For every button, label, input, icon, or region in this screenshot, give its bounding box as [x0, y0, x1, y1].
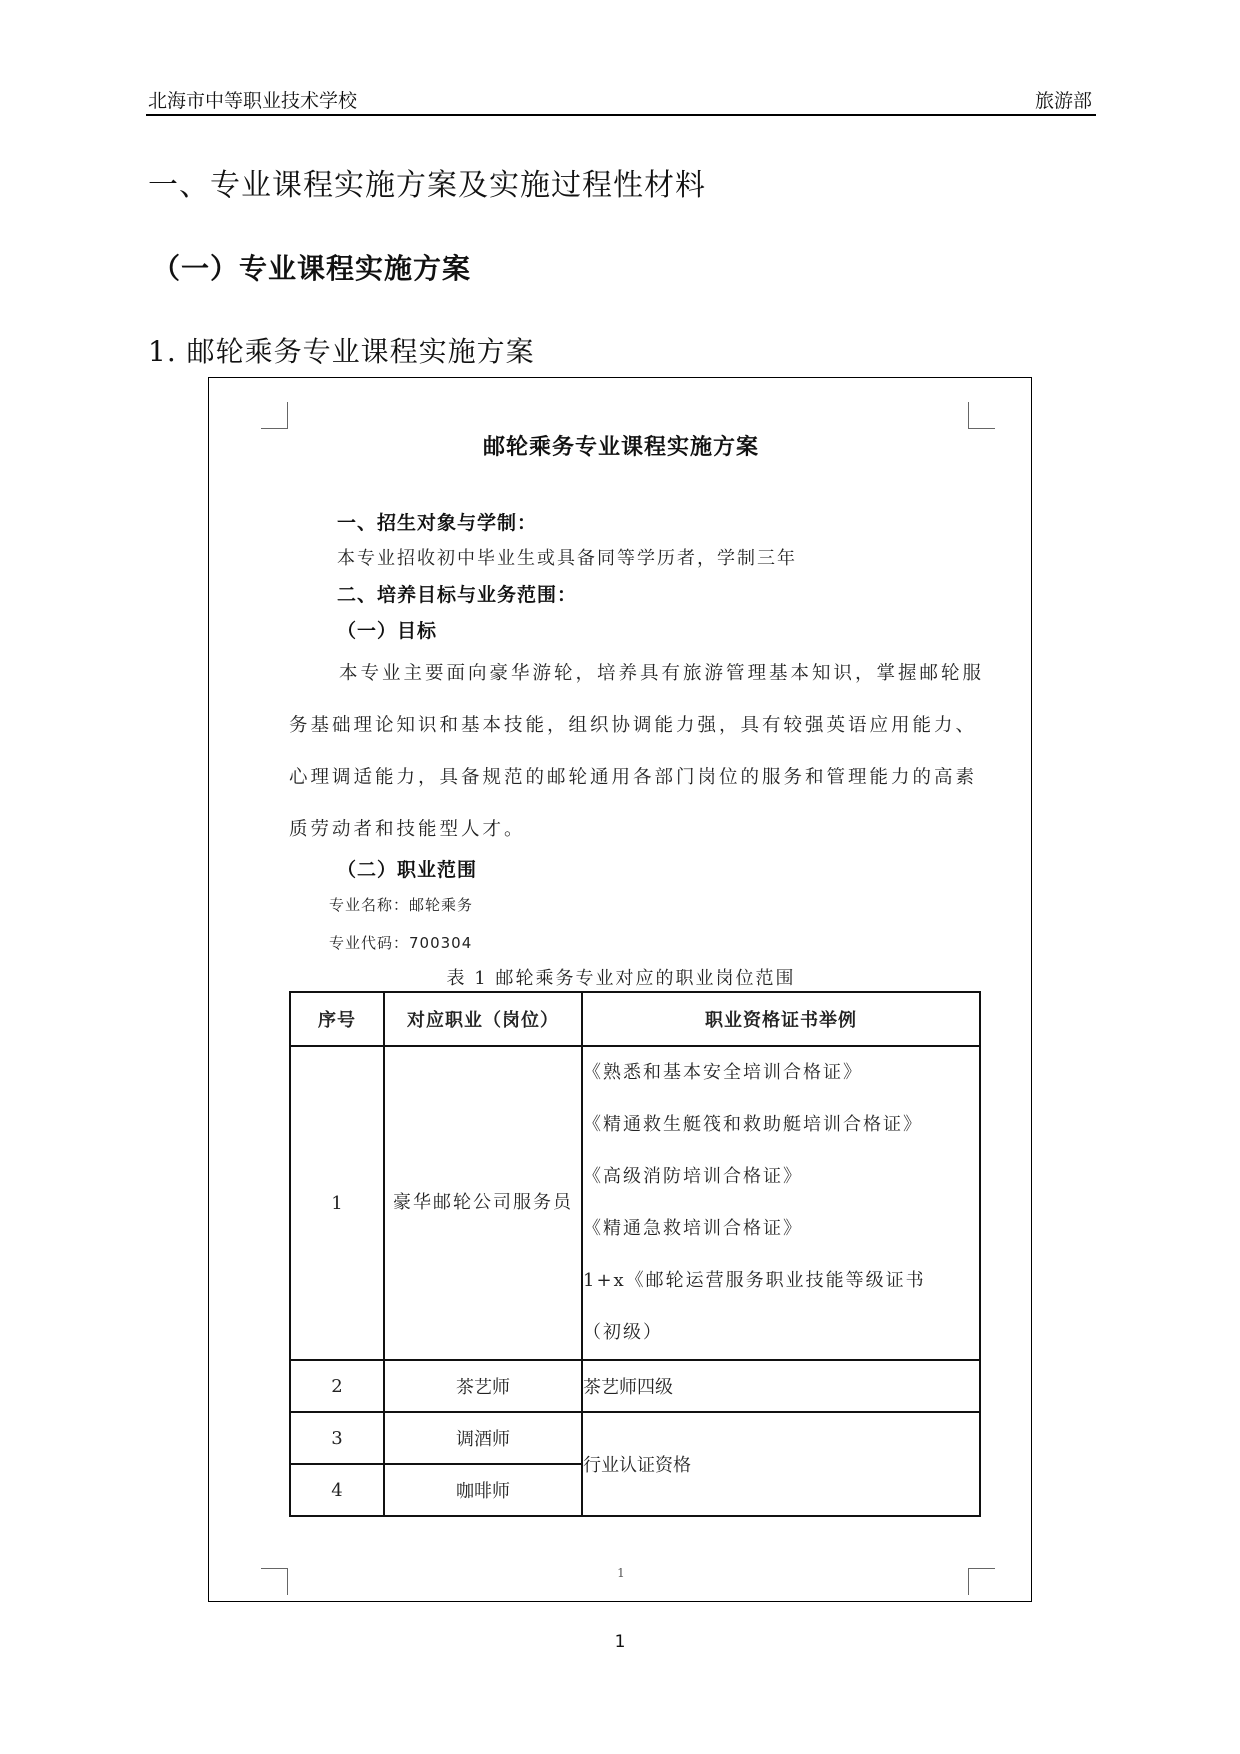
row-job: 茶艺师 [384, 1360, 582, 1412]
table-row [290, 1046, 980, 1360]
header-rule [146, 114, 1096, 116]
subheading-scope: （二）职业范围 [337, 859, 478, 881]
subsection-title: （一）专业课程实施方案 [152, 252, 472, 285]
row-no: 4 [290, 1464, 384, 1516]
cert-item: 1+x《邮轮运营服务职业技能等级证书 [583, 1270, 926, 1291]
section-title: 一、专业课程实施方案及实施过程性材料 [148, 168, 706, 203]
row-cert: 行业认证资格 [582, 1412, 980, 1516]
row-certs [582, 1046, 980, 1360]
subheading-goal: （一）目标 [337, 620, 438, 642]
major-name: 专业名称：邮轮乘务 [329, 896, 474, 914]
heading-enrollment: 一、招生对象与学制： [337, 512, 538, 534]
column-header-no: 序号 [290, 992, 384, 1046]
row-cert: 茶艺师四级 [582, 1360, 980, 1412]
column-header-cert: 职业资格证书举例 [582, 992, 980, 1046]
page-number: 1 [614, 1632, 626, 1652]
embedded-page-number: 1 [617, 1566, 625, 1580]
crop-mark [261, 402, 288, 429]
row-no: 2 [290, 1360, 384, 1412]
embedded-document-image [208, 377, 1032, 1602]
table-header-row [290, 992, 980, 1046]
header-school: 北海市中等职业技术学校 [148, 90, 358, 112]
cert-item: 《高级消防培训合格证》 [583, 1166, 803, 1187]
cert-item: 《熟悉和基本安全培训合格证》 [583, 1062, 863, 1083]
row-no: 3 [290, 1412, 384, 1464]
table-row [290, 1360, 980, 1412]
header-department: 旅游部 [1034, 90, 1092, 112]
item-title: 1. 邮轮乘务专业课程实施方案 [148, 335, 535, 368]
cert-item: （初级） [583, 1322, 663, 1343]
cert-item: 《精通救生艇筏和救助艇培训合格证》 [583, 1114, 923, 1135]
row-job: 调酒师 [384, 1412, 582, 1464]
crop-mark [968, 402, 995, 429]
row-no: 1 [290, 1046, 384, 1360]
major-code: 专业代码：700304 [329, 934, 473, 952]
table-row [290, 1412, 980, 1464]
row-job: 豪华邮轮公司服务员 [384, 1046, 582, 1360]
row-job: 咖啡师 [384, 1464, 582, 1516]
heading-goals: 二、培养目标与业务范围： [337, 584, 578, 606]
job-scope-table [289, 991, 981, 1517]
goal-paragraph: 本专业主要面向豪华游轮，培养具有旅游管理基本知识，掌握邮轮服务基础理论知识和基本技能，组织协调能力强，具有较强英语应用能力、心理调适能力，具备规范的邮轮通用各部门岗位的服务和管理能力的高素质劳动者和技能型人才。 [289, 663, 985, 840]
enrollment-text: 本专业招收初中毕业生或具备同等学历者，学制三年 [337, 548, 797, 569]
table-caption: 表 1 邮轮乘务专业对应的职业岗位范围 [446, 968, 796, 989]
column-header-job: 对应职业（岗位） [384, 992, 582, 1046]
document-title: 邮轮乘务专业课程实施方案 [482, 434, 759, 460]
cert-item: 《精通急救培训合格证》 [583, 1218, 803, 1239]
